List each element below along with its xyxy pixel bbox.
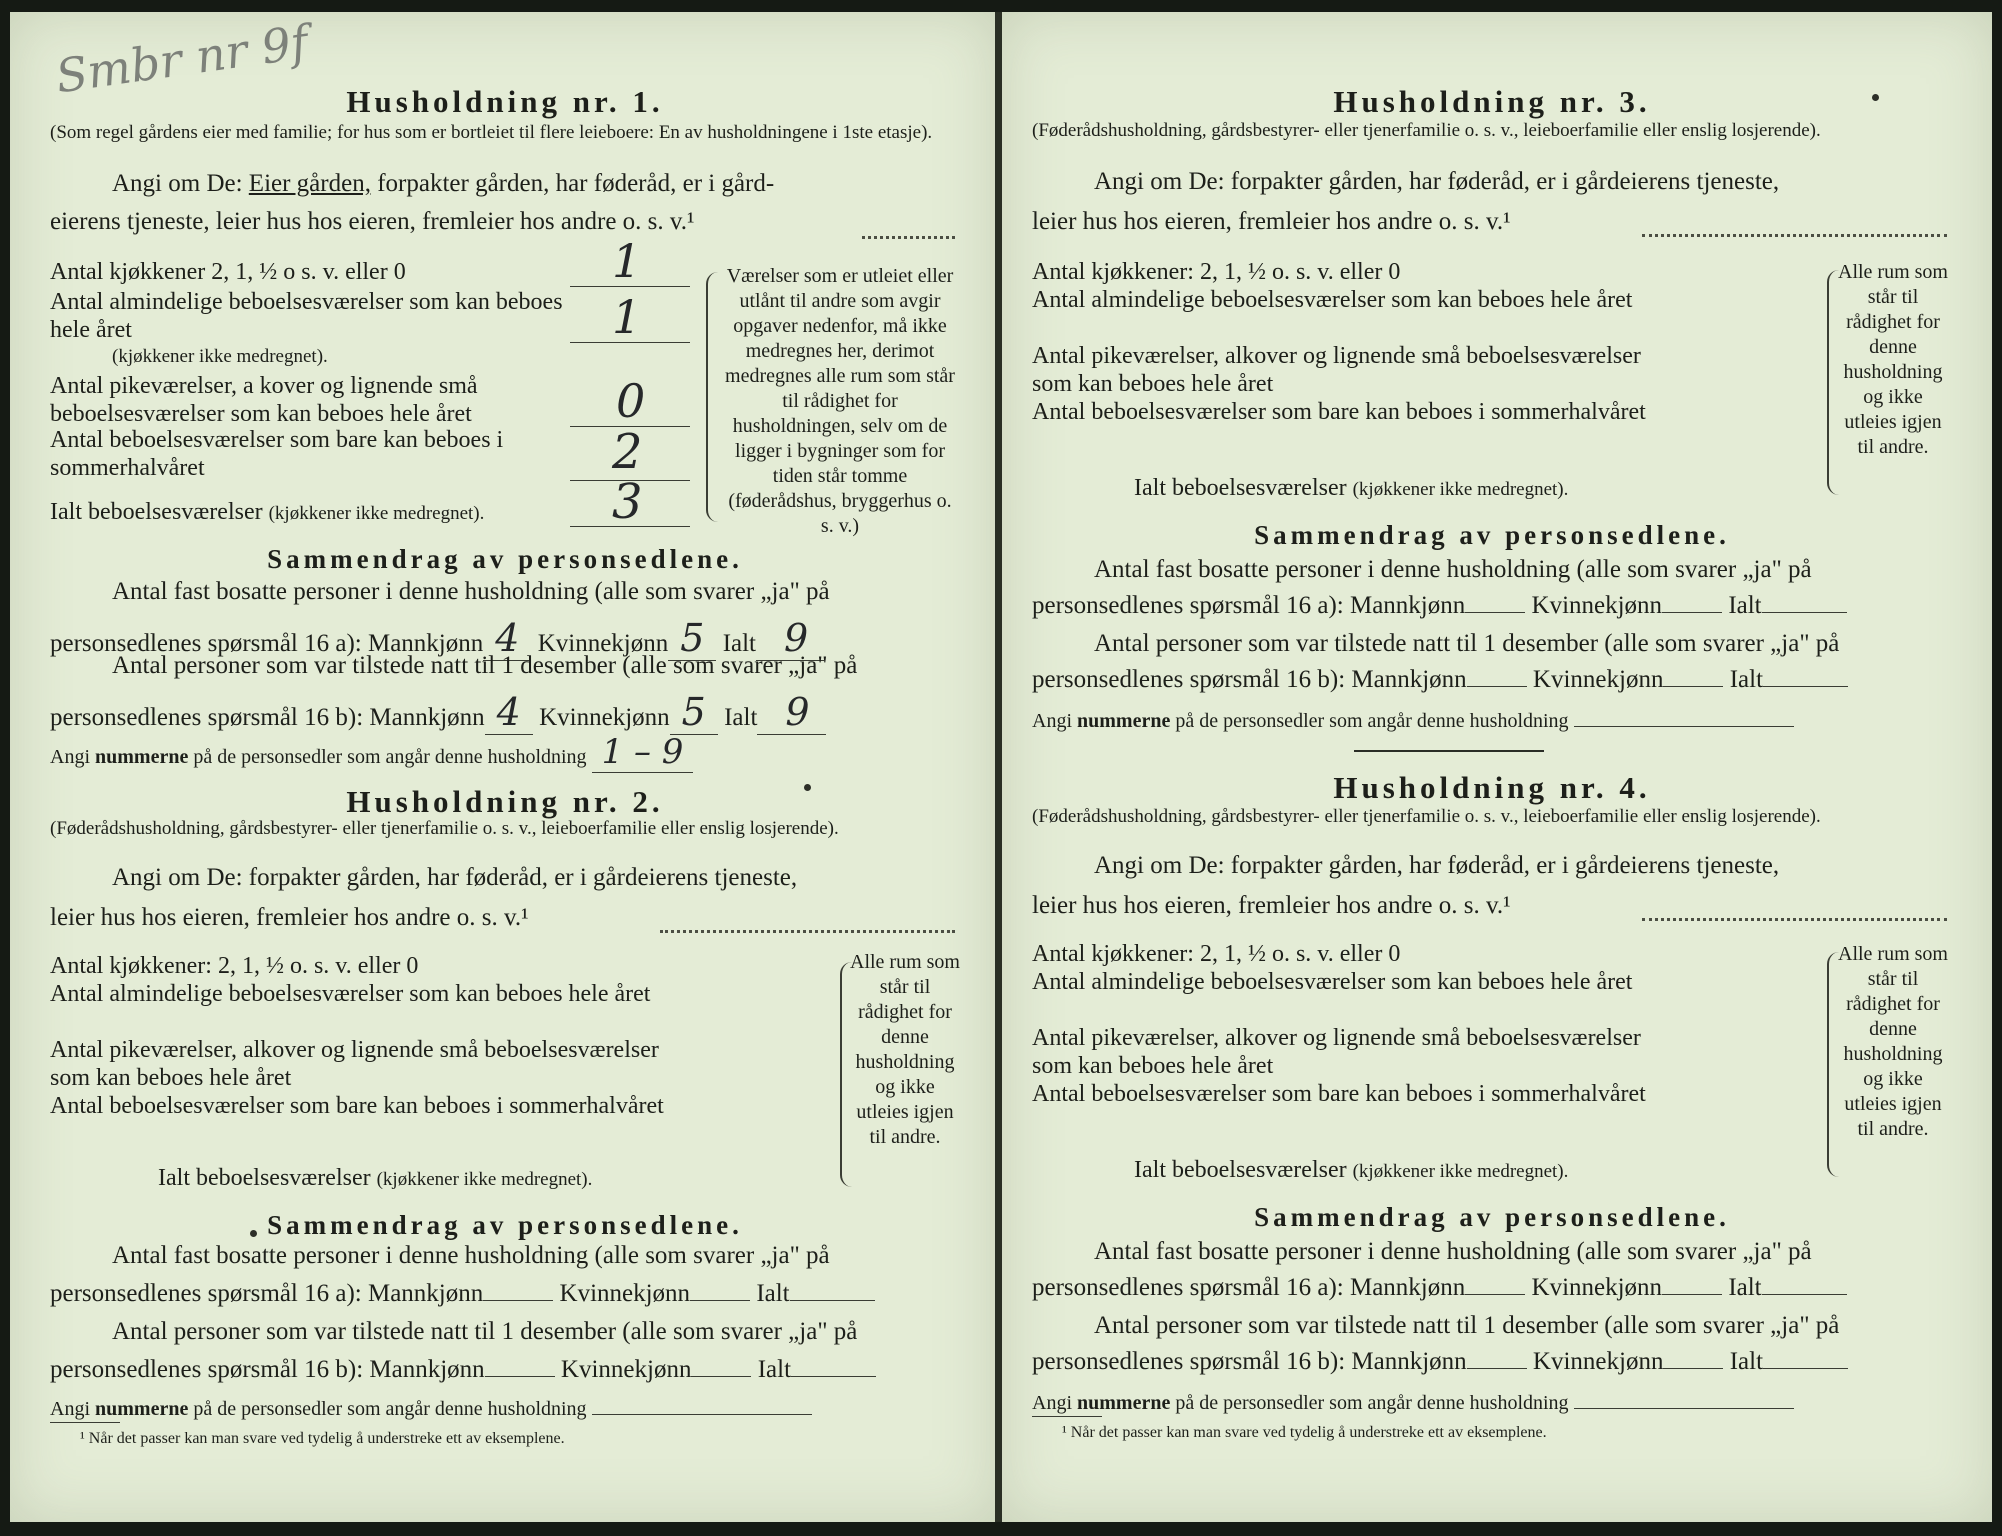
q16b-ialt-value: 9: [757, 690, 825, 735]
household-4-angi: Angi om De: forpakter gården, har føderåd, er i gårdeierens tjeneste,: [1094, 852, 1780, 879]
footnote: ¹ Når det passer kan man svare ved tydelig å understreke ett av eksemplene.: [1062, 1424, 1547, 1441]
q16b-line2: personsedlenes spørsmål 16 b): Mannkjønn 4 Kvinnekjønn 5 Ialt 9: [50, 690, 826, 734]
right-page: [1002, 12, 1992, 1522]
q16b-kvinne-value: 5: [670, 690, 718, 735]
household-1-angi-line2: eierens tjeneste, leier hus hos eieren, fremleier hos andre o. s. v.¹: [50, 208, 695, 235]
household-2-intro: (Føderådshusholdning, gårdsbestyrer- eller tjenerfamilie o. s. v., leieboerfamilie eller enslig losjerende).: [50, 818, 839, 839]
household-3-angi-line2: leier hus hos eieren, fremleier hos andre o. s. v.¹: [1032, 208, 1511, 235]
left-page: [10, 12, 995, 1522]
summer-label: Antal beboelsesværelser som bare kan beboes i sommerhalvåret: [50, 427, 504, 481]
household-3-title: Husholdning nr. 3.: [1333, 84, 1651, 119]
q16b-line2: personsedlenes spørsmål 16 b): Mannkjønn Kvinnekjønn Ialt: [1032, 666, 1848, 694]
q16a-line1: Antal fast bosatte personer i denne husholdning (alle som svarer „ja" på: [1094, 556, 1812, 583]
household-2-title: Husholdning nr. 2.: [346, 784, 664, 819]
rooms-value: 1: [612, 290, 642, 344]
q16b-mann-value: 4: [485, 690, 533, 735]
household-2-angi-line2: leier hus hos eieren, fremleier hos andre o. s. v.¹: [50, 904, 529, 931]
total-label: Ialt beboelsesværelser (kjøkkener ikke medregnet).: [50, 499, 485, 525]
numbers-line: Angi nummerne på de personsedler som angår denne husholdning 1 – 9: [50, 732, 693, 772]
side-note: Alle rum som står til rådighet for denne husholdning og ikke utleies igjen til andre.: [850, 951, 960, 1148]
separator: [1354, 750, 1544, 752]
total-value: 3: [612, 474, 643, 530]
kitchens-label: Antal kjøkkener: 2, 1, ½ o. s. v. eller 0: [1032, 259, 1401, 285]
footnote: ¹ Når det passer kan man svare ved tydelig å understreke ett av eksemplene.: [80, 1430, 565, 1447]
q16a-mann-value: 4: [483, 616, 531, 661]
summary-title: Sammendrag av personsedlene.: [267, 1210, 743, 1240]
q16b-line2: personsedlenes spørsmål 16 b): Mannkjønn Kvinnekjønn Ialt: [1032, 1348, 1848, 1376]
q16b-line1: Antal personer som var tilstede natt til 1 desember (alle som svarer „ja" på: [112, 1318, 858, 1345]
rooms-label: Antal almindelige beboelsesværelser som kan beboes hele året: [1032, 969, 1633, 995]
angi-text: forpakter gården, har føderåd, er i gård-: [377, 170, 775, 197]
summary-title: Sammendrag av personsedlene.: [267, 544, 743, 574]
summary-title: Sammendrag av personsedlene.: [1254, 1202, 1730, 1232]
small-rooms-label: Antal pikeværelser, a kover og lignende små beboelsesværelser som kan beboes hele året: [50, 373, 478, 427]
side-note: Værelser som er utleiet eller utlånt til andre som avgir opgaver nedenfor, må ikke medregnes her, derimot medregnes alle rum som står til rådighet for husholdningen, selv om de ligger i bygninger som for tiden står tomme (føderådshus, bryggerhus o. s. v.): [725, 265, 955, 537]
page-fold: [995, 12, 1002, 1522]
q16a-ialt-value: 9: [756, 616, 824, 661]
q16a-line1: Antal fast bosatte personer i denne husholdning (alle som svarer „ja" på: [1094, 1238, 1812, 1265]
side-note: Alle rum som står til rådighet for denne husholdning og ikke utleies igjen til andre.: [1838, 943, 1948, 1140]
q16a-kvinne-value: 5: [668, 616, 716, 661]
kitchens-value: 1: [612, 234, 642, 288]
total-label: Ialt beboelsesværelser (kjøkkener ikke medregnet).: [1134, 1157, 1569, 1183]
angi-owner-underlined: Eier gården,: [248, 170, 371, 197]
q16a-line2: personsedlenes spørsmål 16 a): Mannkjønn Kvinnekjønn Ialt: [50, 1280, 875, 1308]
q16b-line1: Antal personer som var tilstede natt til 1 desember (alle som svarer „ja" på: [112, 652, 858, 679]
small-rooms-label: Antal pikeværelser, alkover og lignende små beboelsesværelser som kan beboes hele året: [1032, 1025, 1641, 1079]
household-3-intro: (Føderådshusholdning, gårdsbestyrer- eller tjenerfamilie o. s. v., leieboerfamilie eller enslig losjerende).: [1032, 120, 1821, 141]
rooms-note: (kjøkkener ikke medregnet).: [112, 346, 328, 367]
small-rooms-value: 0: [616, 374, 646, 428]
household-2-angi: Angi om De: forpakter gården, har føderåd, er i gårdeierens tjeneste,: [112, 864, 798, 891]
household-1-angi: [112, 170, 774, 198]
total-label: Ialt beboelsesværelser (kjøkkener ikke medregnet).: [158, 1165, 593, 1191]
household-1-intro: (Som regel gårdens eier med familie; for hus som er bortleiet til flere leieboere: En av husholdningene i 1ste etasje).: [50, 122, 933, 143]
household-4-title: Husholdning nr. 4.: [1333, 770, 1651, 805]
q16a-line2: personsedlenes spørsmål 16 a): Mannkjønn Kvinnekjønn Ialt: [1032, 592, 1847, 620]
q16a-line1: Antal fast bosatte personer i denne husholdning (alle som svarer „ja" på: [112, 1242, 830, 1269]
numbers-line: Angi nummerne på de personsedler som angår denne husholdning: [1032, 1392, 1794, 1415]
summer-label: Antal beboelsesværelser som bare kan beboes i sommerhalvåret: [50, 1093, 664, 1119]
corner-scribble: Smbr nr 9f: [52, 14, 312, 104]
rooms-label: Antal almindelige beboelsesværelser som kan beboes hele året: [1032, 287, 1633, 313]
small-rooms-label: Antal pikeværelser, alkover og lignende små beboelsesværelser som kan beboes hele året: [1032, 343, 1641, 397]
q16b-line1: Antal personer som var tilstede natt til 1 desember (alle som svarer „ja" på: [1094, 1312, 1840, 1339]
household-3-angi: Angi om De: forpakter gården, har føderåd, er i gårdeierens tjeneste,: [1094, 168, 1780, 195]
total-label: Ialt beboelsesværelser (kjøkkener ikke medregnet).: [1134, 475, 1569, 501]
rooms-label: Antal almindelige beboelsesværelser som kan beboes hele året: [50, 289, 563, 343]
angi-prefix: Angi om De:: [112, 170, 243, 197]
side-note: Alle rum som står til rådighet for denne husholdning og ikke utleies igjen til andre.: [1838, 261, 1948, 458]
summer-value: 2: [612, 424, 643, 480]
brace: [706, 272, 722, 522]
kitchens-label: Antal kjøkkener 2, 1, ½ o s. v. eller 0: [50, 259, 406, 285]
small-rooms-label: Antal pikeværelser, alkover og lignende små beboelsesværelser som kan beboes hele året: [50, 1037, 659, 1091]
numbers-line: Angi nummerne på de personsedler som angår denne husholdning: [50, 1398, 812, 1421]
q16a-line1: Antal fast bosatte personer i denne husholdning (alle som svarer „ja" på: [112, 578, 830, 605]
q16b-line1: Antal personer som var tilstede natt til 1 desember (alle som svarer „ja" på: [1094, 630, 1840, 657]
numbers-value: 1 – 9: [592, 732, 694, 773]
summary-title: Sammendrag av personsedlene.: [1254, 520, 1730, 550]
kitchens-label: Antal kjøkkener: 2, 1, ½ o. s. v. eller 0: [1032, 941, 1401, 967]
household-4-intro: (Føderådshusholdning, gårdsbestyrer- eller tjenerfamilie o. s. v., leieboerfamilie eller enslig losjerende).: [1032, 806, 1821, 827]
summer-label: Antal beboelsesværelser som bare kan beboes i sommerhalvåret: [1032, 399, 1646, 425]
rooms-label: Antal almindelige beboelsesværelser som kan beboes hele året: [50, 981, 651, 1007]
q16b-line2: personsedlenes spørsmål 16 b): Mannkjønn Kvinnekjønn Ialt: [50, 1356, 876, 1384]
household-4-angi-line2: leier hus hos eieren, fremleier hos andre o. s. v.¹: [1032, 892, 1511, 919]
household-1-title: Husholdning nr. 1.: [346, 84, 664, 119]
numbers-line: Angi nummerne på de personsedler som angår denne husholdning: [1032, 710, 1794, 733]
summer-label: Antal beboelsesværelser som bare kan beboes i sommerhalvåret: [1032, 1081, 1646, 1107]
q16a-line2: personsedlenes spørsmål 16 a): Mannkjønn 4 Kvinnekjønn 5 Ialt 9: [50, 616, 824, 660]
q16a-line2: personsedlenes spørsmål 16 a): Mannkjønn Kvinnekjønn Ialt: [1032, 1274, 1847, 1302]
kitchens-label: Antal kjøkkener: 2, 1, ½ o. s. v. eller 0: [50, 953, 419, 979]
